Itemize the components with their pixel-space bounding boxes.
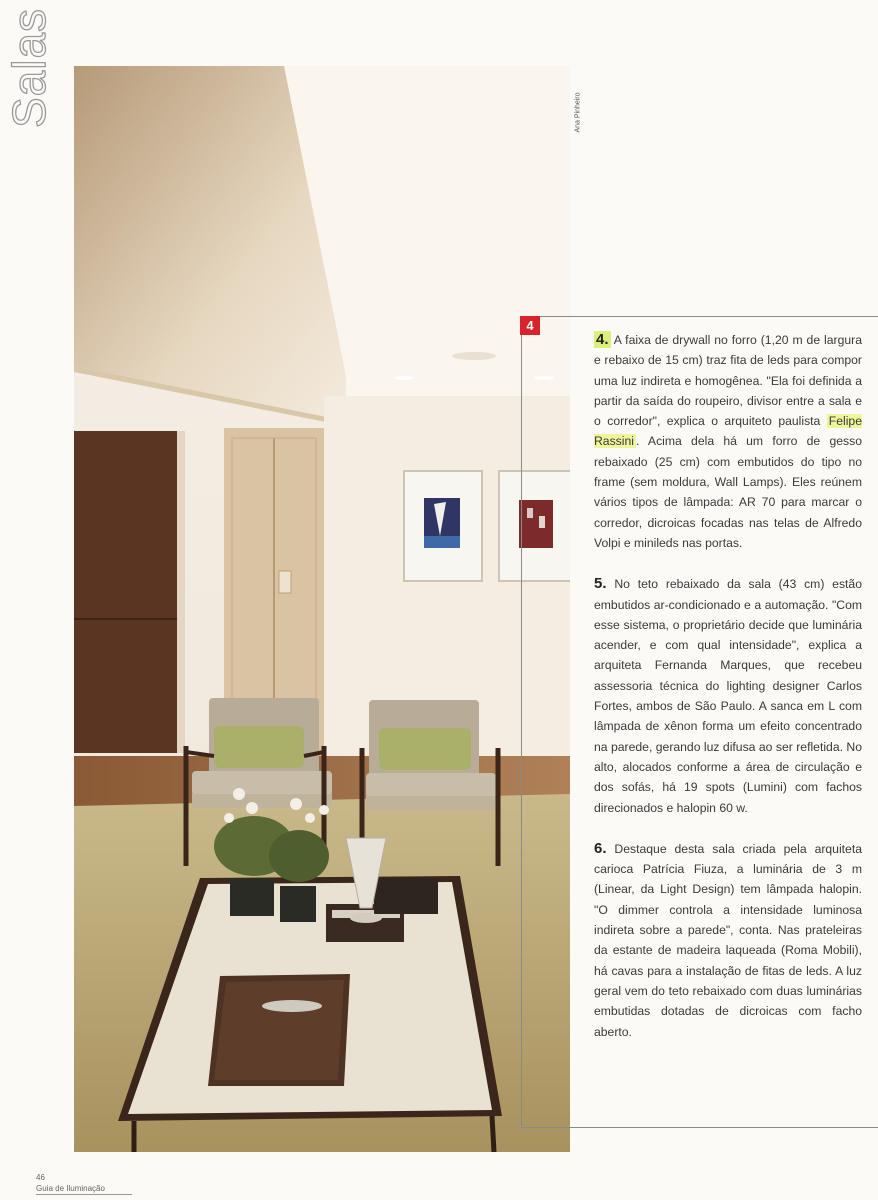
living-room-photo [74,66,570,1152]
paragraph-6: 6. Destaque desta sala criada pela arquiteta carioca Patrícia Fiuza, a luminária de 3 m (Linear, da Light Design) tem lâmpada halopin. "O dimmer controla a intensidade luminosa indireta sobre a parede", conta. Nas prateleiras da estante de madeira laqueada (Roma Mobili), há cavas para a instalação de fitas de leds. A luz geral vem do teto rebaixado com duas luminárias embutidas dotadas de dicroicas com facho aberto. [594,839,862,1039]
paragraph-number: 4. [596,331,609,348]
article-text [594,330,862,1063]
paragraph-number: 6. [594,839,607,857]
page-footer [36,1172,105,1194]
paragraph-number: 5. [594,575,607,593]
photo-credit: Ana Pinheiro [574,91,582,133]
photo-number-badge: 4 [520,316,540,335]
paragraph-4: 4. A faixa de drywall no forro (1,20 m de largura e rebaixo de 15 cm) traz fita de leds para compor uma luz indireta e homogênea. "Ela foi definida a partir da saída do roupeiro, divisor entre a sala e o corredor", explica o arquiteto paulista Felipe Rassini . Acima dela há um forro de gesso rebaixado (25 cm) com embutidos do tipo no frame (sem moldura, Wall Lamps). Eles reúnem vários tipos de lâmpada: AR 70 para marcar o corredor, dicroicas focadas nas telas de Alfredo Volpi e minileds nas portas. [594,331,862,550]
page-number: 46 [36,1173,45,1182]
section-title: Salas [3,7,56,129]
highlighted-name: Felipe Rassini [594,414,862,449]
footer-rule [36,1194,132,1195]
publication-name: Guia de Iluminação [36,1184,105,1193]
paragraph-5: 5. No teto rebaixado da sala (43 cm) estão embutidos ar-condicionado e a automação. "Com esse sistema, o proprietário decide que luminária acender, e com qual intensidade", explica a arquiteta Fernanda Marques, que recebeu assessoria técnica do lighting designer Carlos Fortes, ambos de São Paulo. A sanca em L com lâmpada de xênon forma um efeito concentrado na parede, gerando luz difusa ao ser refletida. No alto, alocados conforme a área de circulação e dos sofás, há 19 spots (Lumini) com fachos direcionados e halopin 60 w. [594,575,862,815]
